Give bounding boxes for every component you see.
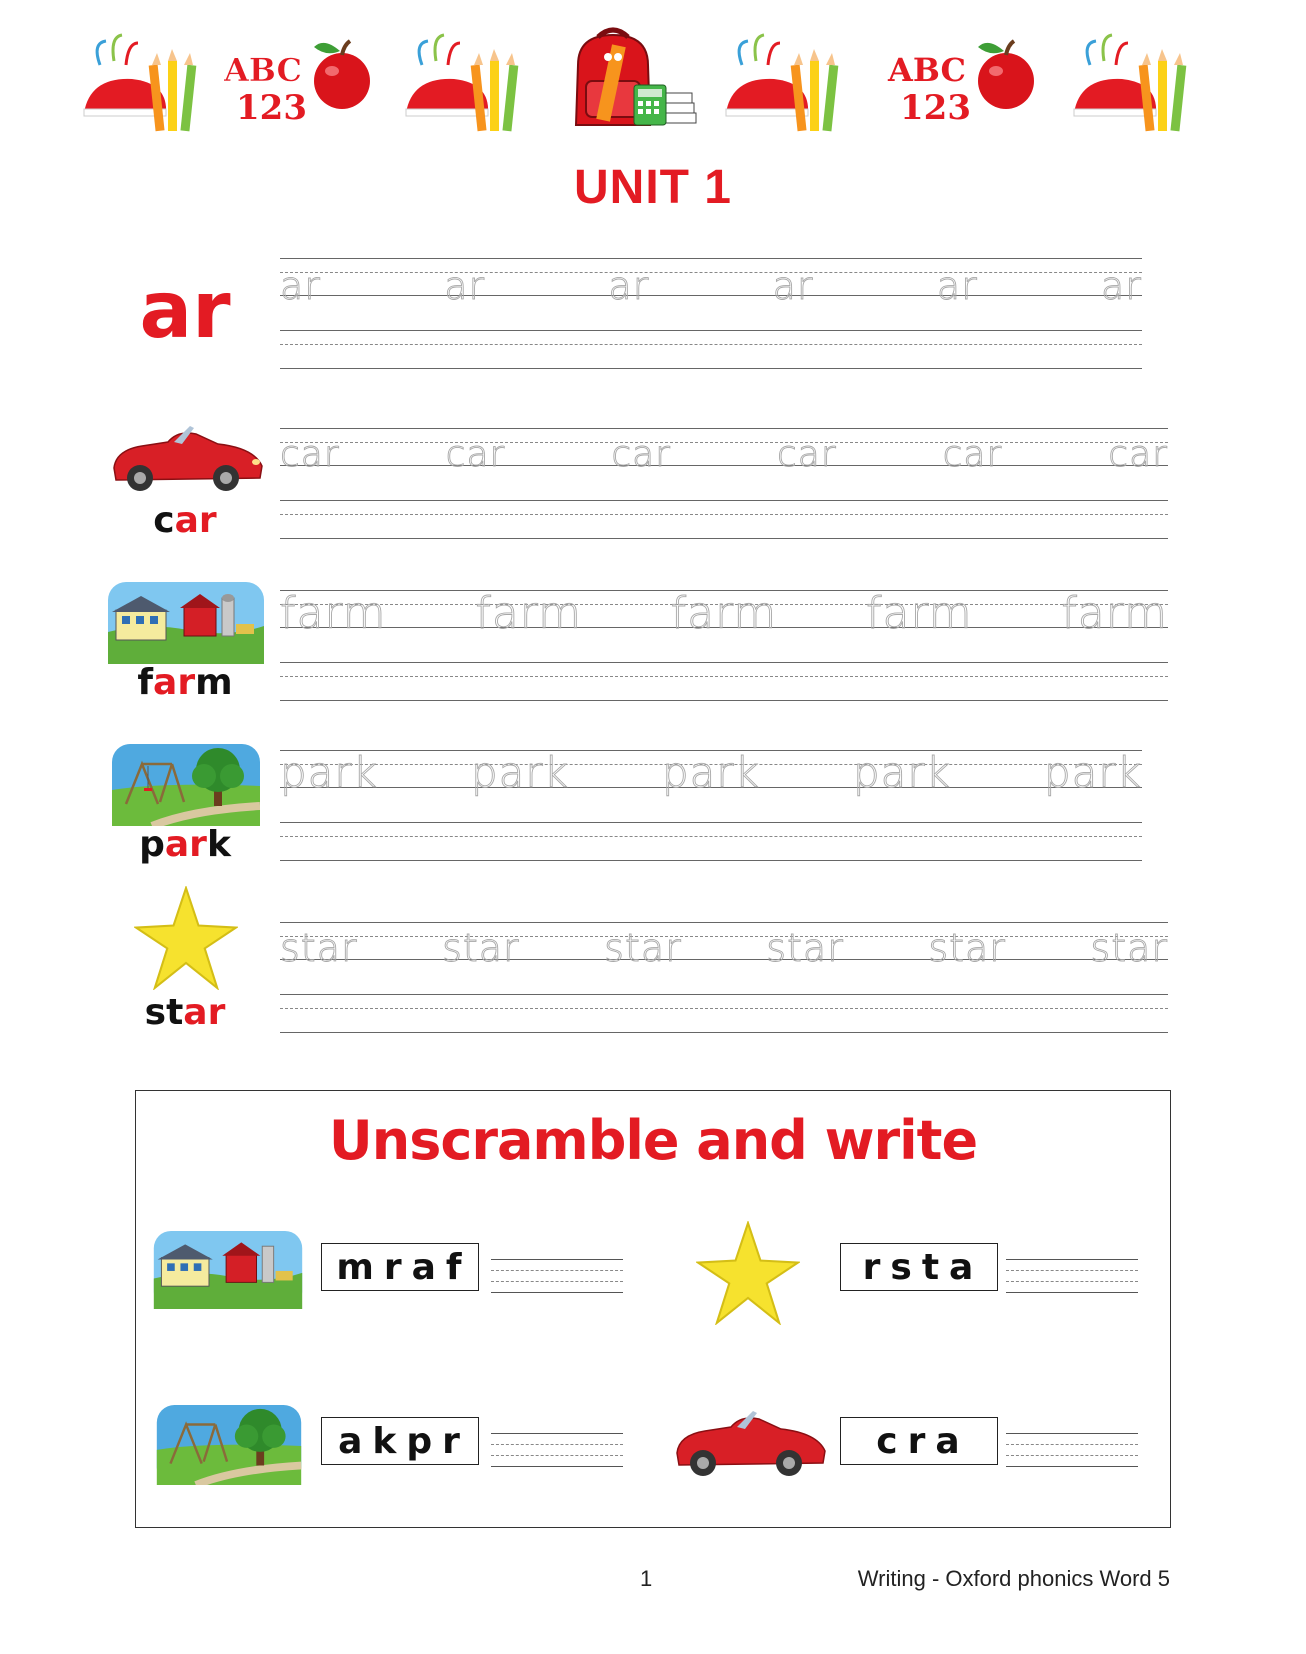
scrambled-word: cra bbox=[840, 1417, 998, 1465]
abc-123-apple-icon bbox=[886, 25, 1036, 140]
trace-word: car bbox=[1108, 434, 1168, 475]
trace-word: star bbox=[604, 926, 682, 970]
unscramble-title: Unscramble and write bbox=[328, 1109, 978, 1172]
trace-word: ar bbox=[1101, 264, 1142, 308]
footer-text: Writing - Oxford phonics Word 5 bbox=[857, 1566, 1170, 1591]
word-highlight: ar bbox=[164, 824, 207, 865]
trace-word: farm bbox=[475, 588, 582, 639]
stationery-icon bbox=[80, 25, 210, 140]
scrambled-word: akpr bbox=[321, 1417, 479, 1465]
trace-word: car bbox=[611, 434, 671, 475]
word-highlight: ar bbox=[183, 992, 226, 1033]
word-label-car bbox=[110, 500, 260, 541]
word-row-car bbox=[0, 418, 1306, 548]
tracing-lines bbox=[280, 750, 1142, 860]
page-title: UNIT 1 bbox=[573, 161, 732, 214]
car-icon bbox=[671, 1407, 829, 1479]
trace-word: ar bbox=[608, 264, 650, 308]
unscramble-box bbox=[135, 1090, 1171, 1528]
trace-word: ar bbox=[280, 264, 321, 308]
trace-word: ar bbox=[936, 264, 978, 308]
trace-word: farm bbox=[1061, 588, 1168, 639]
tracing-lines bbox=[280, 590, 1168, 700]
word-suffix: m bbox=[195, 662, 233, 703]
answer-line[interactable] bbox=[491, 1433, 623, 1467]
sound-label: ar bbox=[139, 266, 231, 356]
trace-word: park bbox=[471, 748, 569, 797]
word-label-park bbox=[110, 824, 260, 865]
answer-line[interactable] bbox=[1006, 1259, 1138, 1293]
trace-words bbox=[280, 748, 1142, 797]
answer-line[interactable] bbox=[491, 1259, 623, 1293]
word-label-star bbox=[110, 992, 260, 1033]
tracing-lines bbox=[280, 258, 1142, 368]
word-label-farm bbox=[110, 662, 260, 703]
word-prefix: st bbox=[144, 992, 184, 1033]
tracing-lines bbox=[280, 428, 1168, 538]
sound-row bbox=[0, 246, 1306, 376]
stationery-icon bbox=[402, 25, 532, 140]
park-icon bbox=[156, 1405, 302, 1485]
farm-icon bbox=[108, 582, 264, 664]
stationery-icon bbox=[722, 25, 852, 140]
trace-word: car bbox=[280, 434, 340, 475]
trace-word: star bbox=[442, 926, 520, 970]
scrambled-word: rsta bbox=[840, 1243, 998, 1291]
trace-word: car bbox=[942, 434, 1003, 475]
trace-word: ar bbox=[444, 264, 486, 308]
star-icon bbox=[696, 1221, 800, 1325]
word-highlight: ar bbox=[153, 662, 196, 703]
car-icon bbox=[108, 422, 266, 494]
trace-words bbox=[280, 926, 1168, 970]
stationery-icon bbox=[1070, 25, 1200, 140]
num-text: 123 bbox=[900, 88, 971, 128]
trace-word: star bbox=[280, 926, 358, 970]
trace-words bbox=[280, 588, 1168, 639]
trace-word: car bbox=[776, 434, 837, 475]
farm-icon bbox=[152, 1231, 304, 1309]
abc-123-apple-icon bbox=[222, 25, 372, 140]
num-text: 123 bbox=[236, 88, 307, 128]
word-row-star bbox=[0, 886, 1306, 1036]
word-prefix: f bbox=[137, 662, 154, 703]
trace-words bbox=[280, 434, 1168, 475]
trace-word: ar bbox=[772, 264, 814, 308]
abc-text: ABC bbox=[888, 51, 966, 89]
trace-word: star bbox=[1090, 926, 1168, 970]
answer-line[interactable] bbox=[1006, 1433, 1138, 1467]
word-highlight: ar bbox=[174, 500, 217, 541]
scrambled-word: mraf bbox=[321, 1243, 479, 1291]
star-icon bbox=[134, 886, 238, 990]
word-row-farm bbox=[0, 580, 1306, 710]
trace-word: car bbox=[445, 434, 506, 475]
trace-word: star bbox=[928, 926, 1006, 970]
tracing-lines bbox=[280, 922, 1168, 1032]
trace-words bbox=[280, 264, 1142, 308]
word-suffix: k bbox=[206, 824, 231, 865]
trace-word: farm bbox=[280, 588, 387, 639]
page-number: 1 bbox=[640, 1566, 653, 1591]
word-prefix: c bbox=[153, 500, 175, 541]
trace-word: park bbox=[280, 748, 378, 797]
trace-word: park bbox=[662, 748, 760, 797]
header-decoration bbox=[80, 25, 1220, 145]
word-row-park bbox=[0, 744, 1306, 874]
park-icon bbox=[112, 744, 260, 826]
trace-word: farm bbox=[670, 588, 778, 639]
word-prefix: p bbox=[139, 824, 165, 865]
school-bag-icon bbox=[558, 25, 708, 140]
trace-word: star bbox=[766, 926, 844, 970]
trace-word: park bbox=[1044, 748, 1142, 797]
trace-word: farm bbox=[865, 588, 973, 639]
abc-text: ABC bbox=[224, 51, 302, 89]
trace-word: park bbox=[853, 748, 951, 797]
